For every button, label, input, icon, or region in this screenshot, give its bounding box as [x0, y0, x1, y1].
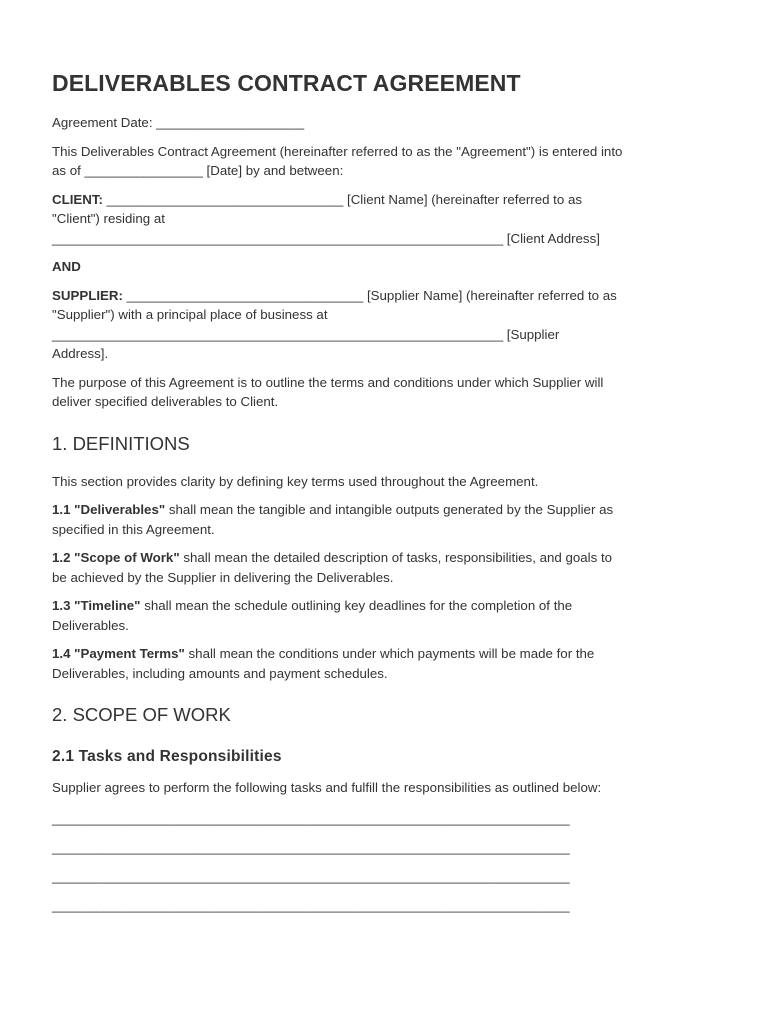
definition-item — [52, 644, 722, 683]
client-residing-line: "Client") residing at — [52, 211, 165, 226]
supplier-paragraph — [52, 286, 722, 364]
definition-item — [52, 500, 722, 539]
supplier-business-line: "Supplier") with a principal place of business at — [52, 307, 328, 322]
blank-lines — [52, 809, 722, 916]
purpose-line-2: deliver specified deliverables to Client. — [52, 394, 279, 409]
supplier-address-end: Address]. — [52, 346, 109, 361]
blank-line: ______________________________________________________________________ — [52, 869, 570, 885]
definition-item — [52, 548, 722, 587]
section-1-intro: This section provides clarity by defining key terms used throughout the Agreement. — [52, 473, 539, 489]
definition-text-cont: Deliverables, including amounts and payment schedules. — [52, 665, 388, 681]
intro-line-1: This Deliverables Contract Agreement (hereinafter referred to as the "Agreement") is entered into — [52, 143, 623, 159]
and-paragraph — [52, 257, 722, 277]
client-paragraph — [52, 190, 722, 249]
definition-text-cont: Deliverables. — [52, 617, 129, 633]
supplier-name-line: ________________________________ [Supplier Name] (hereinafter referred to as — [122, 287, 617, 303]
client-name-line: ________________________________ [Client Name] (hereinafter referred to as — [102, 191, 583, 207]
definition-text-cont: specified in this Agreement. — [52, 521, 215, 537]
client-address-line: _____________________________________________________________ [Client Address] — [52, 230, 600, 246]
definition-term: 1.3 "Timeline" — [52, 598, 141, 613]
definition-text: shall mean the tangible and intangible outputs generated by the Supplier as — [165, 502, 614, 517]
definition-item — [52, 596, 722, 635]
definition-text: shall mean the schedule outlining key deadlines for the completion of the — [140, 598, 573, 613]
definition-term: 1.4 "Payment Terms" — [52, 646, 185, 661]
definition-term: 1.2 "Scope of Work" — [52, 550, 180, 565]
definition-term: 1.1 "Deliverables" — [52, 502, 166, 517]
document-title: DELIVERABLES CONTRACT AGREEMENT — [52, 70, 521, 96]
purpose-line-1: The purpose of this Agreement is to outline the terms and conditions under which Supplier will — [52, 374, 604, 390]
supplier-address-line: _____________________________________________________________ [Supplier — [52, 326, 560, 342]
definition-text: shall mean the conditions under which payments will be made for the — [184, 646, 595, 661]
blank-line: ______________________________________________________________________ — [52, 839, 570, 855]
section-2-heading: 2. SCOPE OF WORK — [52, 704, 231, 725]
definition-text: shall mean the detailed description of tasks, responsibilities, and goals to — [179, 550, 613, 565]
blank-line: ______________________________________________________________________ — [52, 898, 570, 914]
intro-paragraph — [52, 142, 722, 181]
supplier-label: SUPPLIER: — [52, 287, 123, 303]
section-2-intro: Supplier agrees to perform the following tasks and fulfill the responsibilities as outlined below: — [52, 780, 602, 795]
subsection-2-1-heading: 2.1 Tasks and Responsibilities — [52, 748, 282, 765]
section-1-heading: 1. DEFINITIONS — [52, 432, 190, 454]
agreement-date: Agreement Date: ____________________ — [52, 115, 305, 130]
intro-line-2: as of ________________ [Date] by and between: — [52, 163, 344, 178]
definition-text-cont: be achieved by the Supplier in delivering the Deliverables. — [52, 569, 394, 585]
document-body — [52, 70, 722, 926]
client-label: CLIENT: — [52, 191, 103, 207]
blank-line: ______________________________________________________________________ — [52, 810, 570, 826]
and-label: AND — [52, 259, 81, 274]
purpose-paragraph — [52, 373, 722, 412]
